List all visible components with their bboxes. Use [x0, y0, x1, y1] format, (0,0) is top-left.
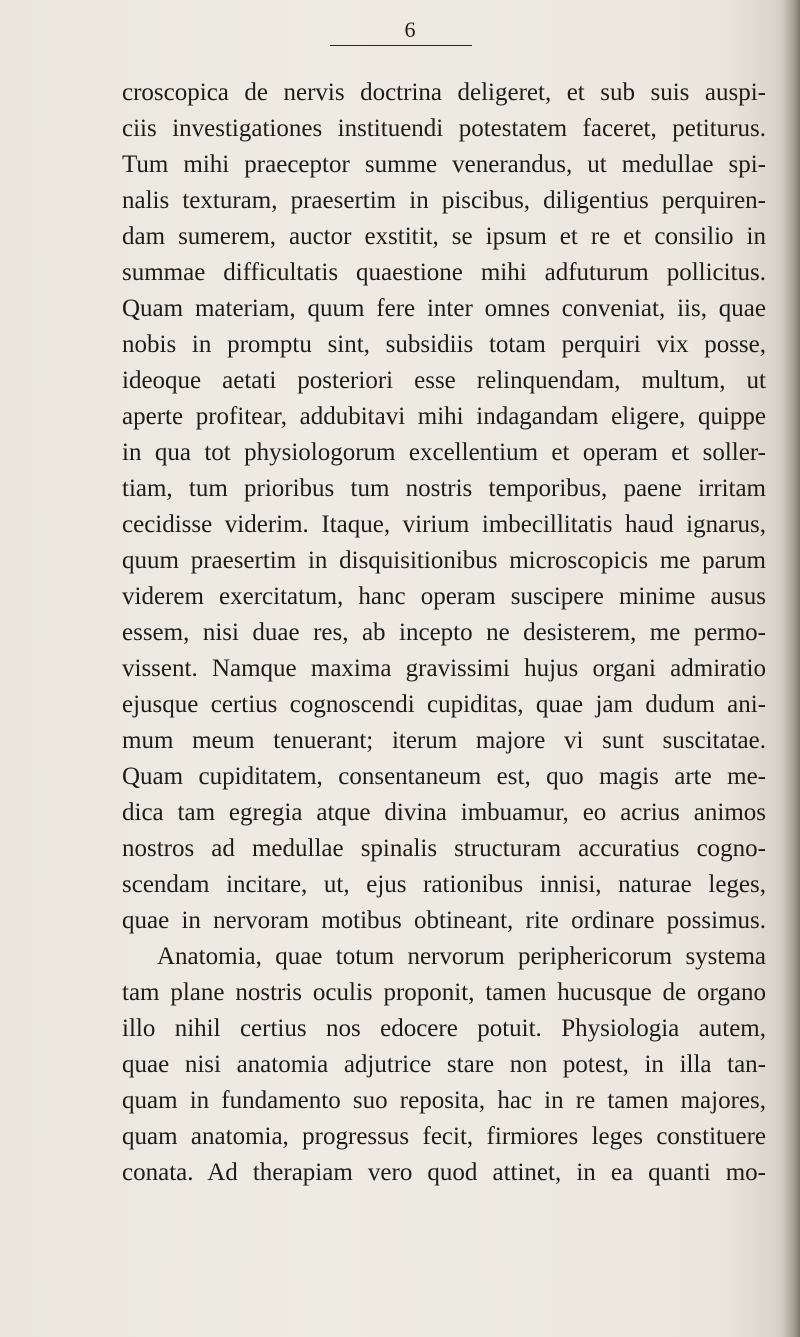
- text-line: vissent. Namque maxima gravissimi hujus organi admiratio: [122, 655, 766, 682]
- text-line: Quam cupiditatem, consentaneum est, quo magis arte me-: [122, 763, 766, 790]
- text-line: dica tam egregia atque divina imbuamur, eo acrius animos: [122, 799, 766, 826]
- text-line: in qua tot physiologorum excellentium et operam et soller-: [122, 439, 766, 466]
- text-line: nalis texturam, praesertim in piscibus, diligentius perquiren-: [122, 187, 766, 214]
- page-edge-shadow: [782, 0, 800, 1337]
- text-line: tiam, tum prioribus tum nostris temporibus, paene irritam: [122, 475, 766, 502]
- text-line: Tum mihi praeceptor summe venerandus, ut medullae spi-: [122, 151, 766, 178]
- text-line: conata. Ad therapiam vero quod attinet, in ea quanti mo-: [122, 1159, 766, 1186]
- text-line: cecidisse viderim. Itaque, virium imbecillitatis haud ignarus,: [122, 511, 766, 538]
- text-line: aperte profitear, addubitavi mihi indagandam eligere, quippe: [122, 403, 766, 430]
- text-line: mum meum tenuerant; iterum majore vi sunt suscitatae.: [122, 727, 766, 754]
- text-line: summae difficultatis quaestione mihi adfuturum pollicitus.: [122, 259, 766, 286]
- text-line: viderem exercitatum, hanc operam suscipere minime ausus: [122, 583, 766, 610]
- text-line: quae nisi anatomia adjutrice stare non potest, in illa tan-: [122, 1051, 766, 1078]
- text-line: nostros ad medullae spinalis structuram accuratius cogno-: [122, 835, 766, 862]
- text-line: scendam incitare, ut, ejus rationibus innisi, naturae leges,: [122, 871, 766, 898]
- page-number: 6: [404, 17, 416, 42]
- text-line: ciis investigationes instituendi potestatem faceret, petiturus.: [122, 115, 766, 142]
- text-line: quae in nervoram motibus obtineant, rite ordinare possimus.: [122, 907, 766, 934]
- text-line: croscopica de nervis doctrina deligeret, et sub suis auspi-: [122, 79, 766, 106]
- text-line: ejusque certius cognoscendi cupiditas, quae jam dudum ani-: [122, 691, 766, 718]
- text-line: quam anatomia, progressus fecit, firmiores leges constituere: [122, 1123, 766, 1150]
- text-line-paragraph-start: Anatomia, quae totum nervorum periphericorum systema: [157, 943, 766, 970]
- text-line: Quam materiam, quum fere inter omnes conveniat, iis, quae: [122, 295, 766, 322]
- text-line: quam in fundamento suo reposita, hac in re tamen majores,: [122, 1087, 766, 1114]
- text-line: tam plane nostris oculis proponit, tamen hucusque de organo: [122, 979, 766, 1006]
- page-number-rule: [330, 45, 472, 46]
- text-line: illo nihil certius nos edocere potuit. Physiologia autem,: [122, 1015, 766, 1042]
- text-line: nobis in promptu sint, subsidiis totam perquiri vix posse,: [122, 331, 766, 358]
- text-line: ideoque aetati posteriori esse relinquendam, multum, ut: [122, 367, 766, 394]
- text-line: dam sumerem, auctor exstitit, se ipsum et re et consilio in: [122, 223, 766, 250]
- text-line: essem, nisi duae res, ab incepto ne desisterem, me permo-: [122, 619, 766, 646]
- text-line: quum praesertim in disquisitionibus microscopicis me parum: [122, 547, 766, 574]
